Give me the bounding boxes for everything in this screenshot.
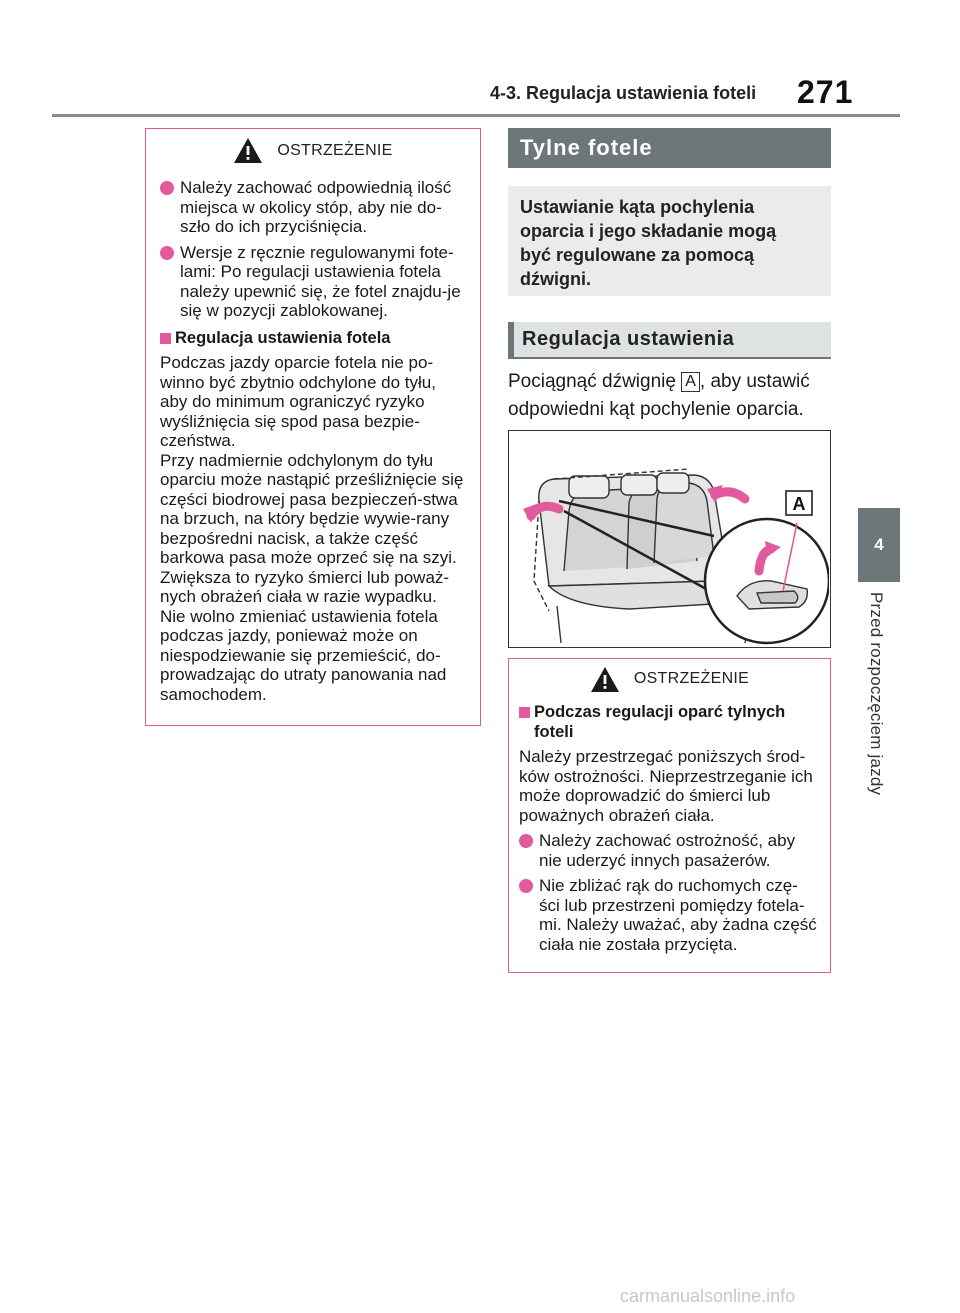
square-marker-icon — [519, 707, 530, 718]
subsection-title-bar — [508, 322, 831, 359]
warning-paragraph: Podczas jazdy oparcie fotela nie po-winno być zbytnio odchylone do tyłu, aby do minimum ograniczyć ryzyko wyśliźnięcia się spod pasa bezpie-czeństwa. Przy nadmiernie odchylonym do tyłu oparciu może nastąpić prześliźnięcie się części biodrowej pasa bezpieczeń-stwa na brzuch, na który będzie wywie-rany bezpośredni nacisk, a także część barkowa pasa może oprzeć się na szyi. Zwiększa to ryzyko śmierci lub poważ-nych obrażeń ciała w razie wypadku. Nie wolno zmieniać ustawienia fotela podczas jazdy, ponieważ może on niespodziewanie się przemieścić, do-prowadzając do utraty panowania nad samochodem. — [160, 353, 464, 704]
section-title: Tylne fotele — [520, 135, 653, 160]
seat-drawing — [509, 431, 829, 646]
subheading-text: Regulacja ustawienia fotela — [175, 328, 391, 347]
warning-subheading — [160, 329, 466, 349]
figure-label-a: A — [792, 494, 806, 514]
warning-title: OSTRZEŻENIE — [633, 670, 750, 687]
subheading-text: Podczas regulacji oparć tylnych foteli — [534, 703, 786, 741]
warning-box-left — [145, 128, 481, 726]
bullet-dot-icon — [519, 834, 533, 848]
section-breadcrumb: 4-3. Regulacja ustawienia foteli — [490, 83, 757, 103]
warning-bullet — [519, 831, 818, 870]
warning-subheading — [519, 703, 818, 742]
warning-bullet — [160, 243, 466, 321]
warning-triangle-icon — [233, 137, 263, 164]
page-number: 271 — [797, 74, 854, 110]
chapter-label: Przed rozpoczęciem jazdy — [867, 592, 886, 796]
bullet-dot-icon — [160, 246, 174, 260]
subsection-title: Regulacja ustawienia — [522, 328, 735, 350]
warning-title: OSTRZEŻENIE — [277, 141, 393, 159]
lever-letter-label: A — [681, 372, 700, 392]
instruction-after: , aby ustawić odpowiedni kąt pochylenie oparcia. — [508, 371, 810, 420]
chapter-number: 4 — [874, 535, 884, 554]
bullet-dot-icon — [160, 181, 174, 195]
warning-paragraph: Należy przestrzegać poniższych środ-ków ostrożności. Nieprzestrzeganie ich może doprowadzić do śmierci lub poważnych obrażeń ciała. — [519, 747, 813, 825]
bullet-dot-icon — [519, 879, 533, 893]
warning-header — [146, 129, 480, 172]
instruction-text — [508, 368, 838, 424]
warning-bullet — [160, 178, 466, 237]
square-marker-icon — [160, 333, 171, 344]
instruction-before: Pociągnąć dźwignię — [508, 371, 682, 392]
warning-header — [509, 659, 830, 699]
section-title-bar — [508, 128, 831, 168]
chapter-tab[interactable] — [858, 508, 900, 582]
subsection-accent — [508, 322, 514, 357]
header-divider — [52, 114, 900, 117]
warning-bullet — [519, 876, 818, 954]
watermark: carmanualsonline.info — [620, 1286, 796, 1306]
intro-text: Ustawianie kąta pochylenia oparcia i jego składanie mogą być regulowane za pomocą dźwigni. — [520, 197, 777, 289]
bullet-text: Należy zachować ostrożność, aby nie uderzyć innych pasażerów. — [539, 831, 796, 870]
warning-box-right — [508, 658, 831, 973]
warning-triangle-icon — [590, 666, 620, 693]
rear-seat-illustration — [508, 430, 831, 648]
bullet-text: Należy zachować odpowiednią ilość miejsca w okolicy stóp, aby nie do-szło do ich przyciśnięcia. — [180, 178, 452, 236]
bullet-text: Wersje z ręcznie regulowanymi fote-lami: Po regulacji ustawienia fotela należy upewnić się, że fotel znajdu-je się w pozycji zablokowanej. — [180, 242, 461, 320]
intro-box — [508, 186, 831, 296]
bullet-text: Nie zbliżać rąk do ruchomych czę-ści lub przestrzeni pomiędzy fotela-mi. Należy uważać, aby żadna część ciała nie została przycięta. — [539, 876, 817, 954]
